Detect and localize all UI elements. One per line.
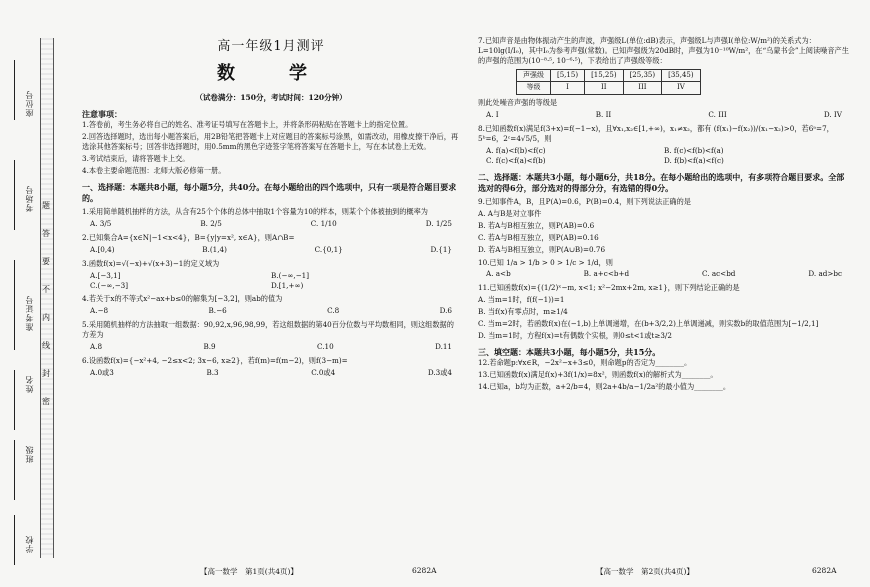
option: C. f(c)<f(a)<f(b) (486, 155, 546, 165)
option: D. 1/25 (425, 218, 452, 228)
gutter-field-seat: 座位号 (25, 90, 34, 117)
question-7-tail: 则此处噪音声强的等级是 (478, 98, 558, 108)
option: A. f(a)<f(b)<f(c) (486, 145, 546, 155)
field-line (14, 160, 15, 230)
option: B. a+c<b+d (583, 269, 630, 279)
table-cell: [5,15) (551, 69, 585, 82)
gutter-field-school: 学校 (25, 535, 34, 553)
seal-strip (40, 38, 54, 558)
page-1-column (82, 30, 460, 382)
option: D.{1} (430, 244, 452, 254)
page-2-code: 6282A (812, 566, 837, 575)
question-11: 11.已知函数f(x)={(1/2)ˣ−m, x<1; x²−2mx+2m, x≥1}，则下列结论正确的是 (478, 283, 740, 293)
question-5-options (82, 342, 460, 352)
seal-char: 封 (42, 369, 50, 378)
section-2-heading: 二、选择题：本题共3小题，每小题6分，共18分。在每小题给出的选项中，有多项符合题目要求。全部选对的得6分，部分选对的得部分分，有选错的得0分。 (478, 171, 845, 193)
binding-gutter (0, 0, 72, 587)
option: A.[−3,1] (90, 270, 121, 280)
page-2-footer: 【高一数学 第2页(共4页)】 (596, 567, 694, 576)
option: C.8 (327, 306, 340, 316)
option: B. 若A与B相互独立，则P(AB)=0.6 (478, 220, 595, 230)
question-12: 12.若命题p:∀x∈R，−2x²−x+3≤0，则命题p的否定为________。 (478, 358, 692, 368)
question-1-options (82, 219, 460, 229)
question-3: 3.函数f(x)=√(−x)+√(x+3)−1的定义域为 (82, 258, 220, 268)
gutter-field-class: 班级 (25, 445, 34, 463)
option: A.[0,4) (90, 244, 115, 254)
section-3-heading: 三、填空题：本题共3小题，每小题5分，共15分。 (478, 347, 661, 358)
option: C. 当m=2时，若函数f(x)在(−1,b)上单调递增，在(b+3/2,2)上单调递减，则实数b的取值范围为[−1/2,1] (478, 319, 819, 329)
question-10-options (478, 269, 850, 279)
field-line (14, 440, 15, 500)
question-2: 2.已知集合A={x∈N|−1<x<4}，B={y|y=x², x∈A}，则A∩B= (82, 232, 295, 242)
table-cell: I (551, 82, 585, 95)
page-1-code: 6282A (412, 566, 437, 575)
table-cell: 等级 (517, 82, 551, 95)
question-7-options (478, 110, 850, 120)
question-10: 10.已知 1/a > 1/b > 0 > 1/c > 1/d，则 (478, 257, 613, 267)
question-14: 14.已知a，b均为正数，a+2/b=4，则2a+4b/a−1/2a²的最小值为________。 (478, 381, 731, 391)
seal-char: 答 (42, 229, 50, 238)
question-1: 1.采用简单随机抽样的方法，从含有25个个体的总体中抽取1个容量为10的样本，则某个个体被抽到的概率为 (82, 206, 428, 216)
question-8: 8.已知函数f(x)满足f(3+x)=f(−1−x)，且∀x₁,x₂∈[1,+∞)，x₁≠x₂，都有 (f(x₁)−f(x₂))/(x₁−x₂)>0，若6ᵃ=7，5ᵇ=6，2ᶜ=4√5/5，则 (478, 124, 834, 143)
note-item: 3.考试结束后，请将答题卡上交。 (82, 153, 190, 163)
option: C.{0,1} (314, 244, 343, 254)
option: D.[1,+∞) (271, 280, 304, 290)
note-item: 2.回答选择题时，选出每小题答案后，用2B铅笔把答题卡上对应题目的答案标号涂黑，如需改动，用橡皮擦干净后，再选涂其他答案标号；回答非选择题时，用0.5mm的黑色字迹签字笔将答案写在答题卡上，写在本试卷上无效。 (82, 132, 459, 152)
option: A.8 (90, 342, 103, 352)
option: B.(−∞,−1] (271, 270, 310, 280)
table-cell: IV (662, 82, 701, 95)
option: D.6 (439, 306, 452, 316)
question-2-options (82, 245, 460, 255)
seal-char: 要 (42, 257, 50, 266)
gutter-field-room: 考场号 (25, 185, 34, 212)
table-cell: II (585, 82, 624, 95)
question-9: 9.已知事件A，B，且P(A)=0.6，P(B)=0.4，则下列说法正确的是 (478, 196, 691, 206)
option: A. A与B是对立事件 (478, 208, 542, 218)
question-6: 6.设函数f(x)={−x²+4, −2≤x<2; 3x−6, x≥2}，若f(m)=f(m−2)，则f(3−m)= (82, 356, 348, 366)
option: A. 当m=1时，f(f(−1))=1 (478, 295, 565, 305)
table-cell: 声强级 (517, 69, 551, 82)
option: D. IV (823, 110, 842, 120)
gutter-field-name: 姓名 (25, 375, 34, 393)
subject-title: 数 学 (217, 62, 325, 84)
seal-char: 线 (42, 341, 50, 350)
option: B. 当f(x)有零点时，m≥1/4 (478, 307, 568, 317)
seal-char: 题 (42, 201, 50, 210)
option: D. f(b)<f(a)<f(c) (664, 155, 724, 165)
option: D.11 (435, 342, 452, 352)
question-7: 7.已知声音是由物体振动产生的声波，声强级L(单位:dB)表示，声强级L与声强I(单位:W/m²)的关系式为：L=10lg(I/I₀)，其中I₀为参考声强(常数)。已知声强级为20dB时，声强为10⁻¹⁰W/m²，在“乌蒙书会”上阅读噪音产生的声强的范围为(10⁻⁸·⁵, 10⁻⁶·⁵)，下表给出了声强级等级： (478, 36, 849, 65)
question-4-options (82, 306, 460, 316)
page-1-footer: 【高一数学 第1页(共4页)】 (200, 567, 298, 576)
field-line (14, 60, 15, 120)
option: C. 若A与B相互独立，则P(AB)=0.16 (478, 232, 599, 242)
option: D. 若A与B相互独立，则P(A∪B)=0.76 (478, 244, 606, 254)
field-line (14, 370, 15, 430)
option: D.3或4 (427, 368, 452, 378)
question-3-options (82, 271, 460, 291)
option: D. ad>bc (808, 269, 842, 279)
option: A. I (486, 110, 499, 120)
option: A.−8 (90, 306, 109, 316)
question-5: 5.采用随机抽样的方法抽取一组数据：90,92,x,96,98,99，若这组数据的第40百分位数与平均数相同，则这组数据的方差为 (82, 320, 454, 340)
seal-char: 不 (42, 285, 50, 294)
option: B. II (595, 110, 612, 120)
exam-info: （试卷满分：150分，考试时间：120分钟） (195, 92, 347, 102)
gutter-field-id: 准考证号 (25, 295, 34, 331)
note-item: 1.答卷前，考生务必将自己的姓名、准考证号填写在答题卡上，并将条形码粘贴在答题卡上的指定位置。 (82, 120, 413, 130)
option: B.9 (203, 342, 216, 352)
option: B. 2/5 (200, 218, 222, 228)
option: B.−6 (208, 306, 227, 316)
section-1-heading: 一、选择题：本题共8小题，每小题5分，共40分。在每小题给出的四个选项中，只有一项是符合题目要求的。 (82, 181, 457, 203)
seal-char: 内 (42, 313, 50, 322)
table-row (517, 82, 701, 95)
question-6-options (82, 368, 460, 378)
field-line (14, 260, 15, 350)
option: C.10 (316, 342, 334, 352)
question-4: 4.若关于x的不等式x²−ax+b≤0的解集为[−3,2]，则ab的值为 (82, 294, 283, 304)
option: B.3 (206, 368, 219, 378)
option: C.0或4 (311, 368, 336, 378)
option: C. 1/10 (310, 218, 337, 228)
option: D. 当m=1时，方程f(x)=t有偶数个实根，则0≤t<1或t≥3/2 (478, 331, 672, 341)
seal-char: 密 (42, 397, 50, 406)
page-2-column (478, 36, 850, 394)
notes-heading: 注意事项： (82, 109, 122, 120)
question-13: 13.已知函数f(x)满足f(x)+3f(1/x)=8x²，则函数f(x)的解析式为________。 (478, 370, 718, 380)
sound-level-table (516, 69, 701, 95)
option: A. a<b (486, 269, 511, 279)
question-8-options (478, 146, 850, 166)
option: B. f(c)<f(b)<f(a) (664, 145, 724, 155)
table-cell: [15,25) (585, 69, 624, 82)
exam-title: 高一年级1月测评 (217, 39, 325, 54)
option: C. III (708, 110, 727, 120)
table-row (517, 69, 701, 82)
field-line (14, 515, 15, 565)
table-cell: III (623, 82, 662, 95)
option: A.0或3 (90, 368, 114, 378)
option: B.(1,4) (202, 244, 227, 254)
note-item: 4.本卷主要命题范围：北师大版必修第一册。 (82, 165, 226, 175)
table-cell: [25,35) (623, 69, 662, 82)
option: C. ac<bd (702, 269, 736, 279)
option: C.(−∞,−3] (90, 280, 129, 290)
option: A. 3/5 (90, 218, 112, 228)
table-cell: [35,45) (662, 69, 701, 82)
